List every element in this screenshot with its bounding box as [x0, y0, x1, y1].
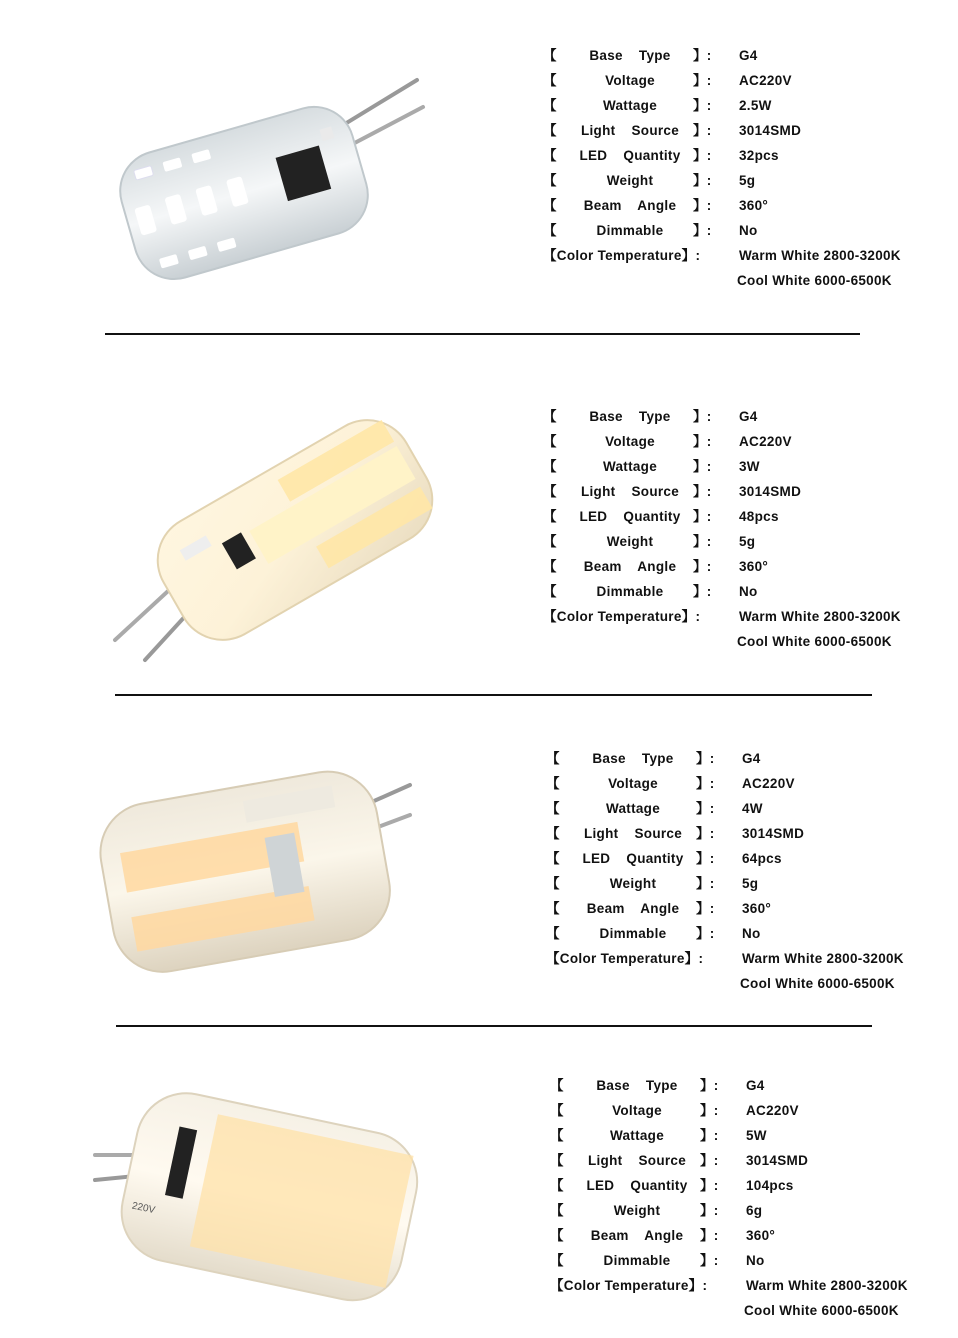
value-weight: 5g — [742, 876, 759, 891]
label-base-type: Base Type — [592, 751, 674, 766]
label-wattage: Wattage — [602, 459, 658, 474]
value-color-temp-warm: Warm White 2800-3200K — [746, 1278, 908, 1293]
value-light-source: 3014SMD — [742, 826, 805, 841]
label-wattage: Wattage — [602, 98, 658, 113]
value-weight: 6g — [746, 1203, 763, 1218]
value-color-temp-cool: Cool White 6000-6500K — [737, 634, 892, 649]
value-wattage: 4W — [742, 801, 763, 816]
value-wattage: 5W — [746, 1128, 767, 1143]
label-voltage: Voltage — [605, 73, 655, 88]
label-led-quantity: LED Quantity — [582, 851, 684, 866]
value-light-source: 3014SMD — [739, 123, 802, 138]
value-dimmable: No — [746, 1253, 765, 1268]
label-color-temperature: 【Color Temperature】: — [546, 951, 704, 966]
value-light-source: 3014SMD — [746, 1153, 809, 1168]
value-led-quantity: 64pcs — [742, 851, 782, 866]
label-wattage: Wattage — [605, 801, 661, 816]
value-voltage: AC220V — [739, 73, 792, 88]
label-light-source: Light Source — [580, 484, 680, 499]
label-dimmable: Dimmable — [603, 1253, 671, 1268]
value-color-temp-cool: Cool White 6000-6500K — [744, 1303, 899, 1318]
value-base-type: G4 — [742, 751, 761, 766]
label-color-temperature: 【Color Temperature】: — [543, 609, 701, 624]
value-wattage: 2.5W — [739, 98, 772, 113]
value-voltage: AC220V — [739, 434, 792, 449]
bulb-image-4 — [90, 1085, 420, 1335]
label-voltage: Voltage — [608, 776, 658, 791]
spec-table-2: 【 Base Type 】: G4 【 Voltage 】: AC220V 【 Wattage 】: 3W 【 Light Source 】: 3014SMD 【 LED Quantity 】: 48pcs 【 Weight 】: 5g 【 Beam Angle 】: 360° 【 Dimmable 】: No 【Color Temperature】: Warm White 2800-3200K Cool White 6000-6500K — [543, 404, 923, 654]
label-led-quantity: LED Quantity — [579, 148, 681, 163]
value-dimmable: No — [739, 584, 758, 599]
value-base-type: G4 — [739, 409, 758, 424]
value-beam-angle: 360° — [746, 1228, 776, 1243]
label-dimmable: Dimmable — [596, 584, 664, 599]
label-voltage: Voltage — [605, 434, 655, 449]
value-base-type: G4 — [746, 1078, 765, 1093]
label-light-source: Light Source — [580, 123, 680, 138]
value-voltage: AC220V — [746, 1103, 799, 1118]
label-beam-angle: Beam Angle — [590, 1228, 684, 1243]
label-color-temperature: 【Color Temperature】: — [543, 248, 701, 263]
value-beam-angle: 360° — [742, 901, 772, 916]
value-voltage: AC220V — [742, 776, 795, 791]
label-light-source: Light Source — [587, 1153, 687, 1168]
label-voltage: Voltage — [612, 1103, 662, 1118]
label-dimmable: Dimmable — [596, 223, 664, 238]
label-led-quantity: LED Quantity — [579, 509, 681, 524]
spec-table-4: 【 Base Type 】: G4 【 Voltage 】: AC220V 【 Wattage 】: 5W 【 Light Source 】: 3014SMD 【 LED Quantity 】: 104pcs 【 Weight 】: 6g 【 Beam Angle 】: 360° 【 Dimmable 】: No 【Color Temperature】: Warm White 2800-3200K Cool White 6000-6500K — [550, 1073, 930, 1323]
value-weight: 5g — [739, 173, 756, 188]
value-color-temp-warm: Warm White 2800-3200K — [739, 248, 901, 263]
label-wattage: Wattage — [609, 1128, 665, 1143]
value-beam-angle: 360° — [739, 559, 769, 574]
label-dimmable: Dimmable — [599, 926, 667, 941]
label-base-type: Base Type — [589, 48, 671, 63]
label-beam-angle: Beam Angle — [583, 559, 677, 574]
value-wattage: 3W — [739, 459, 760, 474]
value-color-temp-warm: Warm White 2800-3200K — [742, 951, 904, 966]
svg-text:220V: 220V — [130, 1200, 157, 1217]
label-weight: Weight — [606, 173, 654, 188]
value-light-source: 3014SMD — [739, 484, 802, 499]
label-weight: Weight — [606, 534, 654, 549]
value-beam-angle: 360° — [739, 198, 769, 213]
label-base-type: Base Type — [596, 1078, 678, 1093]
label-led-quantity: LED Quantity — [586, 1178, 688, 1193]
label-light-source: Light Source — [583, 826, 683, 841]
spec-table-1: 【 Base Type 】: G4 【 Voltage 】: AC220V 【 Wattage 】: 2.5W 【 Light Source 】: 3014SMD 【 LED Quantity 】: 32pcs 【 Weight 】: 5g 【 Beam Angle 】: 360° 【 Dimmable 】: No 【Color Temperature】: Warm White 2800-3200K Cool White 6000-6500K — [543, 43, 923, 293]
value-color-temp-cool: Cool White 6000-6500K — [740, 976, 895, 991]
value-weight: 5g — [739, 534, 756, 549]
label-color-temperature: 【Color Temperature】: — [550, 1278, 708, 1293]
value-dimmable: No — [742, 926, 761, 941]
label-beam-angle: Beam Angle — [586, 901, 680, 916]
value-dimmable: No — [739, 223, 758, 238]
spec-table-3: 【 Base Type 】: G4 【 Voltage 】: AC220V 【 Wattage 】: 4W 【 Light Source 】: 3014SMD 【 LED Quantity 】: 64pcs 【 Weight 】: 5g 【 Beam Angle 】: 360° 【 Dimmable 】: No 【Color Temperature】: Warm White 2800-3200K Cool White 6000-6500K — [546, 746, 926, 996]
label-base-type: Base Type — [589, 409, 671, 424]
label-weight: Weight — [609, 876, 657, 891]
value-led-quantity: 48pcs — [739, 509, 779, 524]
value-led-quantity: 104pcs — [746, 1178, 794, 1193]
value-color-temp-warm: Warm White 2800-3200K — [739, 609, 901, 624]
value-base-type: G4 — [739, 48, 758, 63]
value-led-quantity: 32pcs — [739, 148, 779, 163]
value-color-temp-cool: Cool White 6000-6500K — [737, 273, 892, 288]
label-weight: Weight — [613, 1203, 661, 1218]
label-beam-angle: Beam Angle — [583, 198, 677, 213]
